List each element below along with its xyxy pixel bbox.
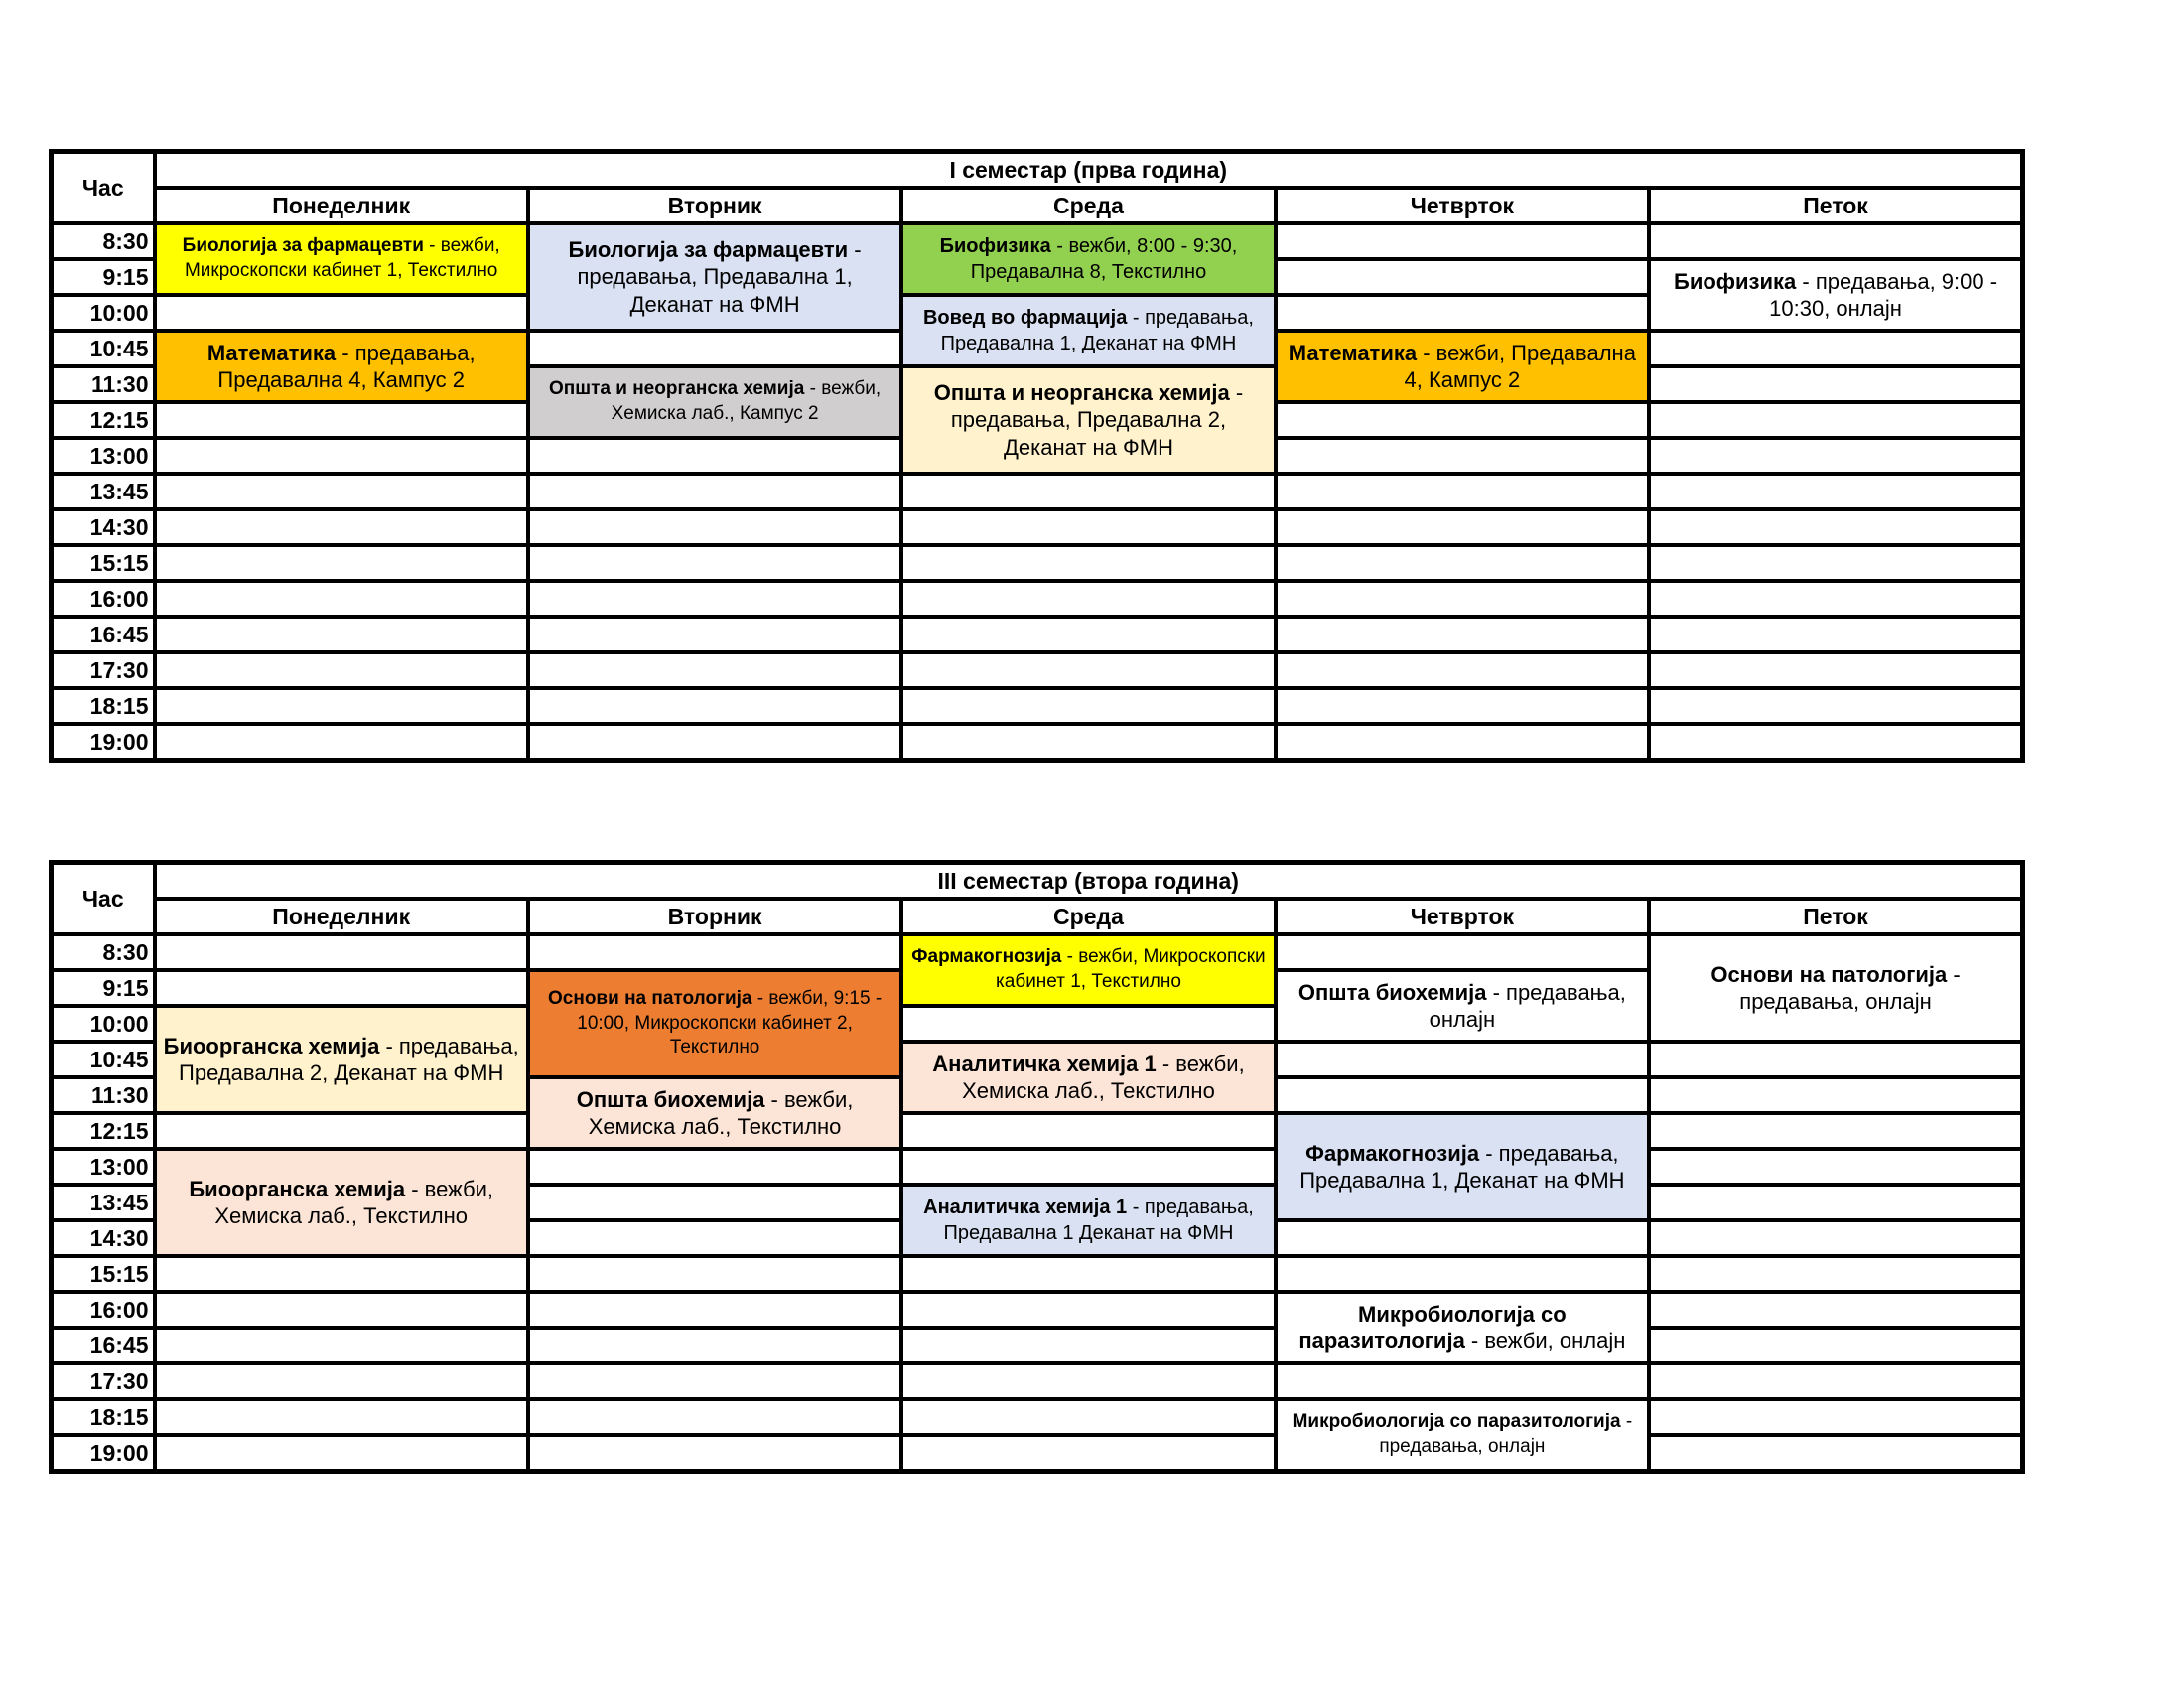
time-label: 17:30 (52, 652, 155, 688)
empty-slot-cell (901, 1149, 1275, 1185)
empty-slot-cell (1276, 934, 1649, 970)
empty-slot-cell (1649, 688, 2022, 724)
empty-slot-cell (1649, 545, 2022, 581)
time-label: 18:15 (52, 688, 155, 724)
course-name: Општа и неорганска хемија (549, 378, 805, 400)
sem3-event-block (901, 1185, 1275, 1256)
empty-slot-cell (528, 1185, 901, 1220)
time-label: 16:45 (52, 617, 155, 652)
empty-slot-cell (155, 1328, 528, 1363)
course-detail: - предавања, Предавална 2, Деканат на ФМН (950, 379, 1244, 460)
course-detail: - предавања, Предавална 1 Деканат на ФМН (943, 1196, 1254, 1244)
hour-column-header: Час (52, 863, 155, 935)
time-label: 12:15 (52, 402, 155, 438)
empty-slot-cell (1649, 1292, 2022, 1328)
day-header: Понеделник (155, 188, 528, 223)
course-detail: - предавања, 9:00 - 10:30, онлајн (1769, 268, 1998, 321)
empty-slot-cell (1276, 724, 1649, 761)
empty-slot-cell (1649, 223, 2022, 259)
empty-slot-cell (901, 509, 1275, 545)
course-name: Аналитичка хемија 1 (932, 1051, 1157, 1076)
empty-slot-cell (1276, 1220, 1649, 1256)
time-label: 8:30 (52, 223, 155, 259)
empty-slot-cell (1649, 581, 2022, 617)
empty-slot-cell (528, 617, 901, 652)
sem1-event-block (155, 331, 528, 402)
empty-slot-cell (1649, 509, 2022, 545)
empty-slot-cell (1649, 1077, 2022, 1113)
empty-slot-cell (901, 474, 1275, 509)
course-name: Математика (1288, 340, 1418, 365)
time-label: 19:00 (52, 1435, 155, 1472)
semester1-schedule-table (49, 149, 2025, 763)
hour-column-header: Час (52, 152, 155, 224)
empty-slot-cell (901, 617, 1275, 652)
empty-slot-cell (1649, 1363, 2022, 1399)
empty-slot-cell (155, 1256, 528, 1292)
day-header: Среда (901, 899, 1275, 934)
empty-slot-cell (155, 724, 528, 761)
time-label: 10:00 (52, 295, 155, 331)
course-detail: - предавања, Предавална 4, Кампус 2 (217, 340, 476, 392)
course-name: Биологија за фармацевти (182, 235, 424, 257)
empty-slot-cell (1649, 1220, 2022, 1256)
empty-slot-cell (1276, 1042, 1649, 1077)
course-name: Микробиологија со паразитологија (1298, 1301, 1567, 1353)
empty-slot-cell (528, 688, 901, 724)
time-label: 13:00 (52, 438, 155, 474)
empty-slot-cell (1649, 1256, 2022, 1292)
empty-slot-cell (1276, 1077, 1649, 1113)
empty-slot-cell (528, 545, 901, 581)
empty-slot-cell (528, 1256, 901, 1292)
empty-slot-cell (528, 1435, 901, 1472)
day-header: Четврток (1276, 188, 1649, 223)
time-label: 9:15 (52, 259, 155, 295)
empty-slot-cell (1649, 402, 2022, 438)
course-name: Биоорганска хемија (189, 1176, 406, 1201)
time-label: 15:15 (52, 1256, 155, 1292)
empty-slot-cell (1276, 581, 1649, 617)
empty-slot-cell (901, 1006, 1275, 1042)
empty-slot-cell (1649, 1185, 2022, 1220)
empty-slot-cell (1649, 1399, 2022, 1435)
course-detail: - вежби, 8:00 - 9:30, Предавална 8, Текстилно (970, 235, 1238, 283)
empty-slot-cell (155, 1292, 528, 1328)
empty-slot-cell (901, 545, 1275, 581)
semester3-schedule-table (49, 860, 2025, 1474)
sem1-event-block (1649, 259, 2022, 331)
empty-slot-cell (528, 1292, 901, 1328)
course-detail: - вежби, Предавална 4, Кампус 2 (1404, 340, 1636, 392)
time-label: 10:45 (52, 1042, 155, 1077)
empty-slot-cell (1649, 438, 2022, 474)
course-detail: - вежби, Хемиска лаб., Текстилно (588, 1086, 854, 1139)
empty-slot-cell (1649, 1435, 2022, 1472)
empty-slot-cell (155, 1399, 528, 1435)
day-header: Петок (1649, 899, 2022, 934)
time-label: 19:00 (52, 724, 155, 761)
empty-slot-cell (528, 1220, 901, 1256)
time-label: 18:15 (52, 1399, 155, 1435)
course-detail: - вежби, Микроскопски кабинет 1, Текстилно (184, 235, 500, 281)
time-label: 10:45 (52, 331, 155, 366)
day-header: Понеделник (155, 899, 528, 934)
course-detail: - вежби, онлајн (1464, 1329, 1626, 1353)
sem1-event-block (901, 366, 1275, 474)
course-name: Фармакогнозија (1305, 1140, 1480, 1166)
time-label: 13:45 (52, 1185, 155, 1220)
empty-slot-cell (1649, 617, 2022, 652)
empty-slot-cell (901, 1435, 1275, 1472)
time-label: 16:45 (52, 1328, 155, 1363)
course-detail: - вежби, 9:15 - 10:00, Микроскопски кабинет 2, Текстилно (577, 987, 883, 1058)
empty-slot-cell (1649, 331, 2022, 366)
course-name: Општа биохемија (1297, 979, 1487, 1005)
empty-slot-cell (1276, 402, 1649, 438)
sem3-event-block (1276, 1292, 1649, 1363)
sem3-event-block (901, 934, 1275, 1006)
course-name: Биологија за фармацевти (568, 236, 849, 262)
empty-slot-cell (1276, 509, 1649, 545)
empty-slot-cell (155, 509, 528, 545)
empty-slot-cell (155, 581, 528, 617)
course-name: Математика (206, 340, 337, 365)
sem3-event-block (1276, 1399, 1649, 1472)
day-header: Среда (901, 188, 1275, 223)
course-detail: - вежби, Хемиска лаб., Текстилно (962, 1051, 1245, 1103)
empty-slot-cell (528, 331, 901, 366)
course-detail: - предавања, онлајн (1739, 961, 1961, 1014)
course-name: Општа биохемија (576, 1086, 765, 1112)
course-name: Биоорганска хемија (163, 1033, 380, 1058)
course-name: Општа и неорганска хемија (933, 379, 1230, 405)
sem3-event-block (155, 1149, 528, 1256)
course-detail: - вежби, Микроскопски кабинет 1, Текстилно (996, 946, 1266, 992)
course-name: Биофизика (939, 235, 1051, 257)
empty-slot-cell (901, 1328, 1275, 1363)
empty-slot-cell (1649, 474, 2022, 509)
empty-slot-cell (1649, 1113, 2022, 1149)
empty-slot-cell (901, 1256, 1275, 1292)
empty-slot-cell (901, 1399, 1275, 1435)
sem1-event-block (901, 223, 1275, 295)
empty-slot-cell (1276, 617, 1649, 652)
course-name: Аналитичка хемија 1 (923, 1196, 1128, 1218)
empty-slot-cell (1649, 652, 2022, 688)
course-detail: - предавања, онлајн (1379, 1411, 1633, 1457)
sem3-event-block (1276, 970, 1649, 1042)
course-detail: - предавања, Предавална 1, Деканат на ФМН (577, 236, 862, 317)
empty-slot-cell (155, 295, 528, 331)
empty-slot-cell (155, 438, 528, 474)
empty-slot-cell (528, 934, 901, 970)
empty-slot-cell (528, 1363, 901, 1399)
empty-slot-cell (1276, 223, 1649, 259)
time-label: 8:30 (52, 934, 155, 970)
empty-slot-cell (528, 509, 901, 545)
empty-slot-cell (901, 1292, 1275, 1328)
time-label: 10:00 (52, 1006, 155, 1042)
empty-slot-cell (1276, 438, 1649, 474)
course-detail: - предавања, Предавална 1, Деканат на ФМН (1299, 1140, 1625, 1193)
course-detail: - вежби, Хемиска лаб., Текстилно (214, 1176, 494, 1228)
time-label: 14:30 (52, 509, 155, 545)
empty-slot-cell (528, 652, 901, 688)
time-label: 14:30 (52, 1220, 155, 1256)
sem1-event-block (528, 223, 901, 331)
time-label: 17:30 (52, 1363, 155, 1399)
time-label: 16:00 (52, 581, 155, 617)
course-name: Вовед во фармација (922, 307, 1128, 329)
empty-slot-cell (155, 688, 528, 724)
course-name: Фармакогнозија (911, 946, 1062, 968)
empty-slot-cell (155, 402, 528, 438)
sem3-event-block (528, 970, 901, 1077)
empty-slot-cell (528, 581, 901, 617)
time-label: 11:30 (52, 366, 155, 402)
semester-title: III семестар (втора година) (155, 863, 2023, 900)
day-header: Вторник (528, 188, 901, 223)
empty-slot-cell (528, 1149, 901, 1185)
sem1-event-block (528, 366, 901, 438)
empty-slot-cell (155, 652, 528, 688)
time-label: 15:15 (52, 545, 155, 581)
course-name: Биофизика (1674, 268, 1797, 294)
empty-slot-cell (1276, 474, 1649, 509)
empty-slot-cell (901, 1363, 1275, 1399)
empty-slot-cell (155, 1435, 528, 1472)
course-name: Микробиологија со паразитологија (1292, 1411, 1621, 1433)
empty-slot-cell (528, 438, 901, 474)
course-detail: - вежби, Хемиска лаб., Кампус 2 (611, 378, 882, 424)
time-label: 16:00 (52, 1292, 155, 1328)
sem3-event-block (1649, 934, 2022, 1042)
course-detail: - предавања, Предавална 2, Деканат на ФМН (179, 1033, 519, 1085)
empty-slot-cell (155, 1113, 528, 1149)
empty-slot-cell (1649, 1328, 2022, 1363)
empty-slot-cell (155, 545, 528, 581)
course-detail: - предавања, онлајн (1429, 979, 1626, 1032)
empty-slot-cell (155, 1363, 528, 1399)
course-detail: - предавања, Предавална 1, Деканат на ФМН (940, 307, 1254, 354)
empty-slot-cell (155, 970, 528, 1006)
sem1-event-block (901, 295, 1275, 366)
empty-slot-cell (901, 1113, 1275, 1149)
time-label: 13:45 (52, 474, 155, 509)
empty-slot-cell (1649, 1042, 2022, 1077)
empty-slot-cell (1276, 1256, 1649, 1292)
empty-slot-cell (1276, 652, 1649, 688)
empty-slot-cell (1649, 366, 2022, 402)
sem3-event-block (155, 1006, 528, 1113)
empty-slot-cell (155, 474, 528, 509)
empty-slot-cell (528, 1399, 901, 1435)
empty-slot-cell (528, 724, 901, 761)
semester-title: I семестар (прва година) (155, 152, 2023, 189)
empty-slot-cell (1276, 259, 1649, 295)
day-header: Петок (1649, 188, 2022, 223)
empty-slot-cell (528, 474, 901, 509)
empty-slot-cell (155, 617, 528, 652)
empty-slot-cell (155, 934, 528, 970)
empty-slot-cell (1276, 545, 1649, 581)
sem1-event-block (1276, 331, 1649, 402)
course-name: Основи на патологија (548, 987, 752, 1009)
time-label: 13:00 (52, 1149, 155, 1185)
time-label: 9:15 (52, 970, 155, 1006)
day-header: Четврток (1276, 899, 1649, 934)
day-header: Вторник (528, 899, 901, 934)
empty-slot-cell (1649, 1149, 2022, 1185)
empty-slot-cell (901, 724, 1275, 761)
time-label: 12:15 (52, 1113, 155, 1149)
course-name: Основи на патологија (1710, 961, 1948, 987)
empty-slot-cell (1276, 1363, 1649, 1399)
empty-slot-cell (1276, 688, 1649, 724)
empty-slot-cell (901, 581, 1275, 617)
sem3-event-block (901, 1042, 1275, 1113)
empty-slot-cell (901, 688, 1275, 724)
empty-slot-cell (1276, 295, 1649, 331)
empty-slot-cell (528, 1328, 901, 1363)
empty-slot-cell (901, 652, 1275, 688)
sem1-event-block (155, 223, 528, 295)
sem3-event-block (1276, 1113, 1649, 1220)
empty-slot-cell (1649, 724, 2022, 761)
time-label: 11:30 (52, 1077, 155, 1113)
sem3-event-block (528, 1077, 901, 1149)
